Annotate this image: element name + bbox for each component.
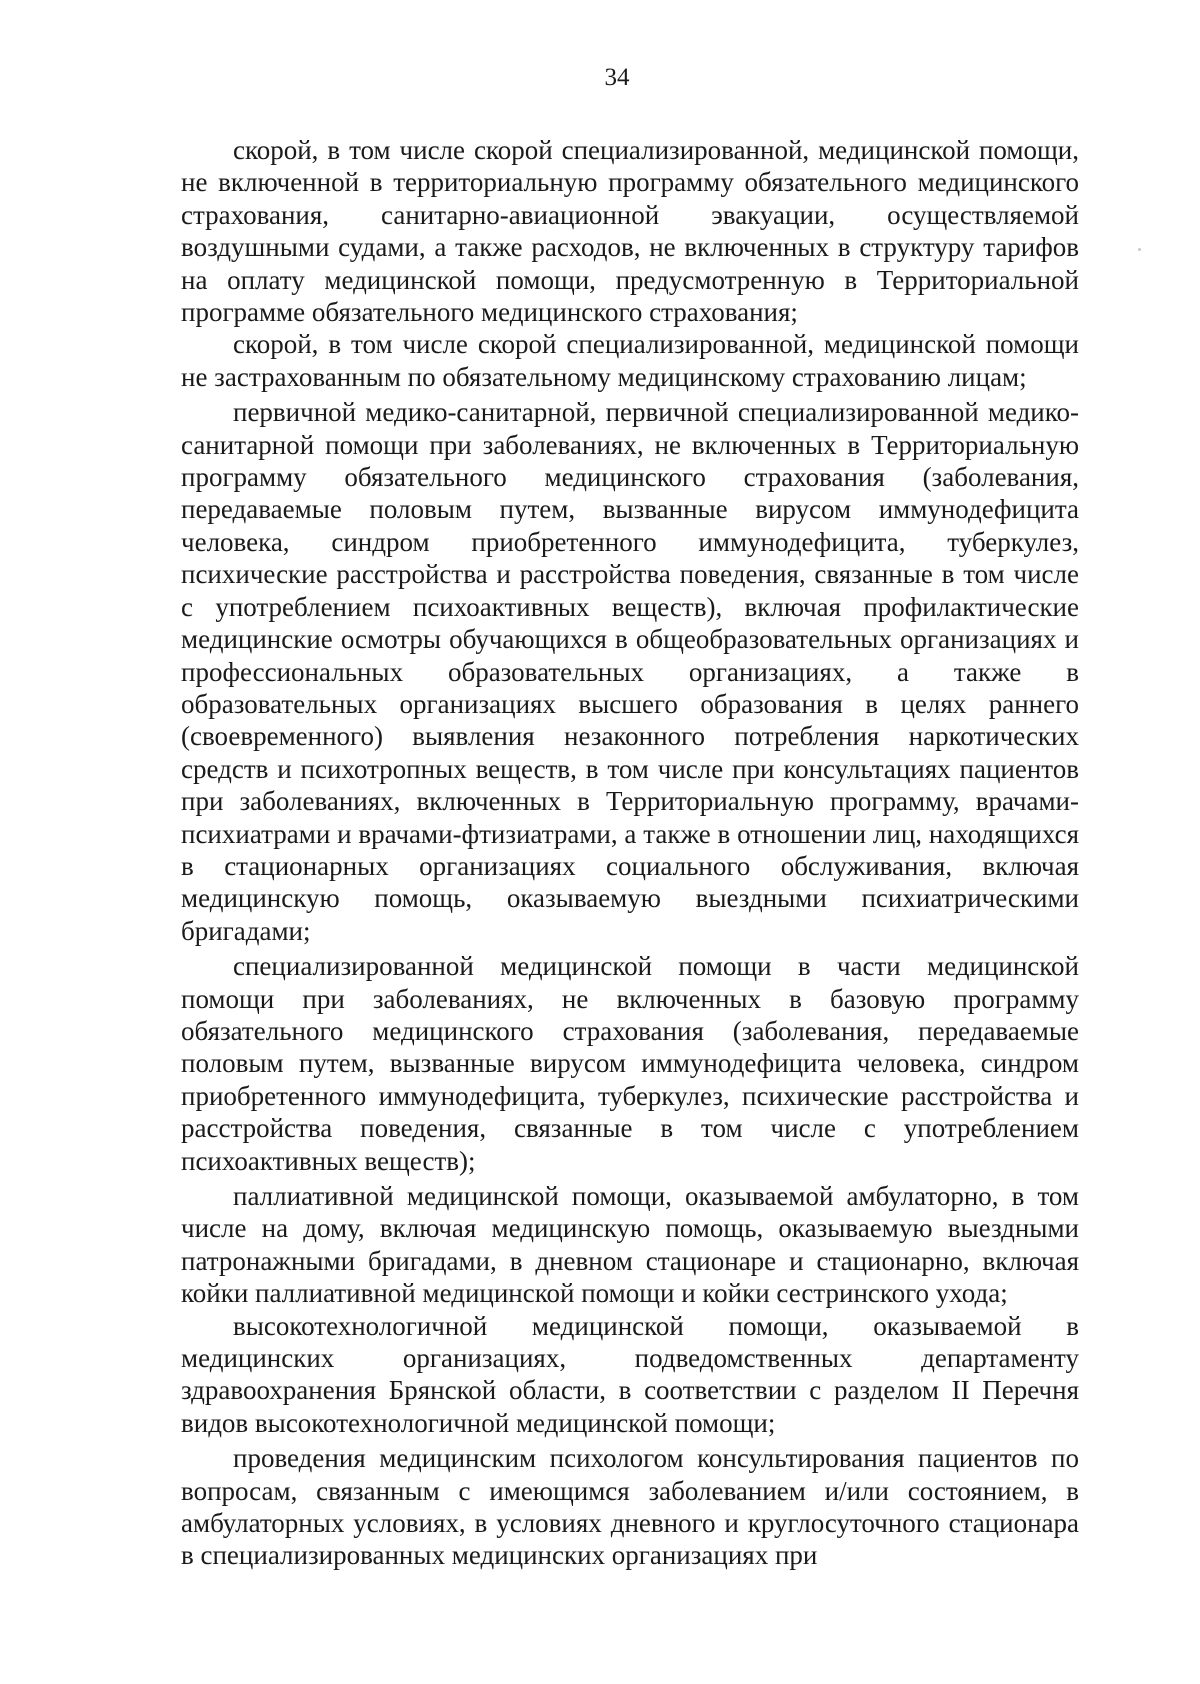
paragraph-emergency-care-outside-program: скорой, в том числе скорой специализированной, медицинской помощи, не включенной в территориальную программу обязательного медицинского страхования, санитарно-авиационной эвакуации, осуществляемой воздушными судами, а также расходов, не включенных в структуру тарифов на оплату медицинской помощи, предусмотренную в Территориальной программе обязательного медицинского страхования; (181, 135, 1079, 328)
paragraph-high-tech-care: высокотехнологичной медицинской помощи, оказываемой в медицинских организациях, подведомственных департаменту здравоохранения Брянской области, в соответствии с разделом II Перечня видов высокотехнологичной медицинской помощи; (181, 1310, 1079, 1438)
document-body (181, 134, 1079, 1572)
scan-speck (1138, 248, 1141, 251)
paragraph-specialized-care: специализированной медицинской помощи в части медицинской помощи при заболеваниях, не включенных в базовую программу обязательного медицинского страхования (заболевания, передаваемые половым путем, вызванные вирусом иммунодефицита человека, синдром приобретенного иммунодефицита, туберкулез, психические расстройства и расстройства поведения, связанные в том числе с употреблением психоактивных веществ); (181, 951, 1079, 1176)
paragraph-emergency-care-uninsured: скорой, в том числе скорой специализированной, медицинской помощи не застрахованным по обязательному медицинскому страхованию лицам; (181, 329, 1079, 392)
paragraph-psychologist-consulting: проведения медицинским психологом консультирования пациентов по вопросам, связанным с имеющимся заболеванием и/или состоянием, в амбулаторных условиях, в условиях дневного и круглосуточного стационара в специализированных медицинских организациях при (181, 1443, 1079, 1571)
page-number: 34 (604, 64, 630, 91)
paragraph-palliative-care: паллиативной медицинской помощи, оказываемой амбулаторно, в том числе на дому, включая медицинскую помощь, оказываемую выездными патронажными бригадами, в дневном стационаре и стационарно, включая койки паллиативной медицинской помощи и койки сестринского ухода; (181, 1181, 1079, 1309)
paragraph-primary-care-diseases: первичной медико-санитарной, первичной специализированной медико-санитарной помощи при заболеваниях, не включенных в Территориальную программу обязательного медицинского страхования (заболевания, передаваемые половым путем, вызванные вирусом иммунодефицита человека, синдром приобретенного иммунодефицита, туберкулез, психические расстройства и расстройства поведения, связанные в том числе с употреблением психоактивных веществ), включая профилактические медицинские осмотры обучающихся в общеобразовательных организациях и профессиональных образовательных организациях, а также в образовательных организациях высшего образования в целях раннего (своевременного) выявления незаконного потребления наркотических средств и психотропных веществ, в том числе при консультациях пациентов при заболеваниях, включенных в Территориальную программу, врачами-психиатрами и врачами-фтизиатрами, а также в отношении лиц, находящихся в стационарных организациях социального обслуживания, включая медицинскую помощь, оказываемую выездными психиатрическими бригадами; (181, 397, 1079, 946)
